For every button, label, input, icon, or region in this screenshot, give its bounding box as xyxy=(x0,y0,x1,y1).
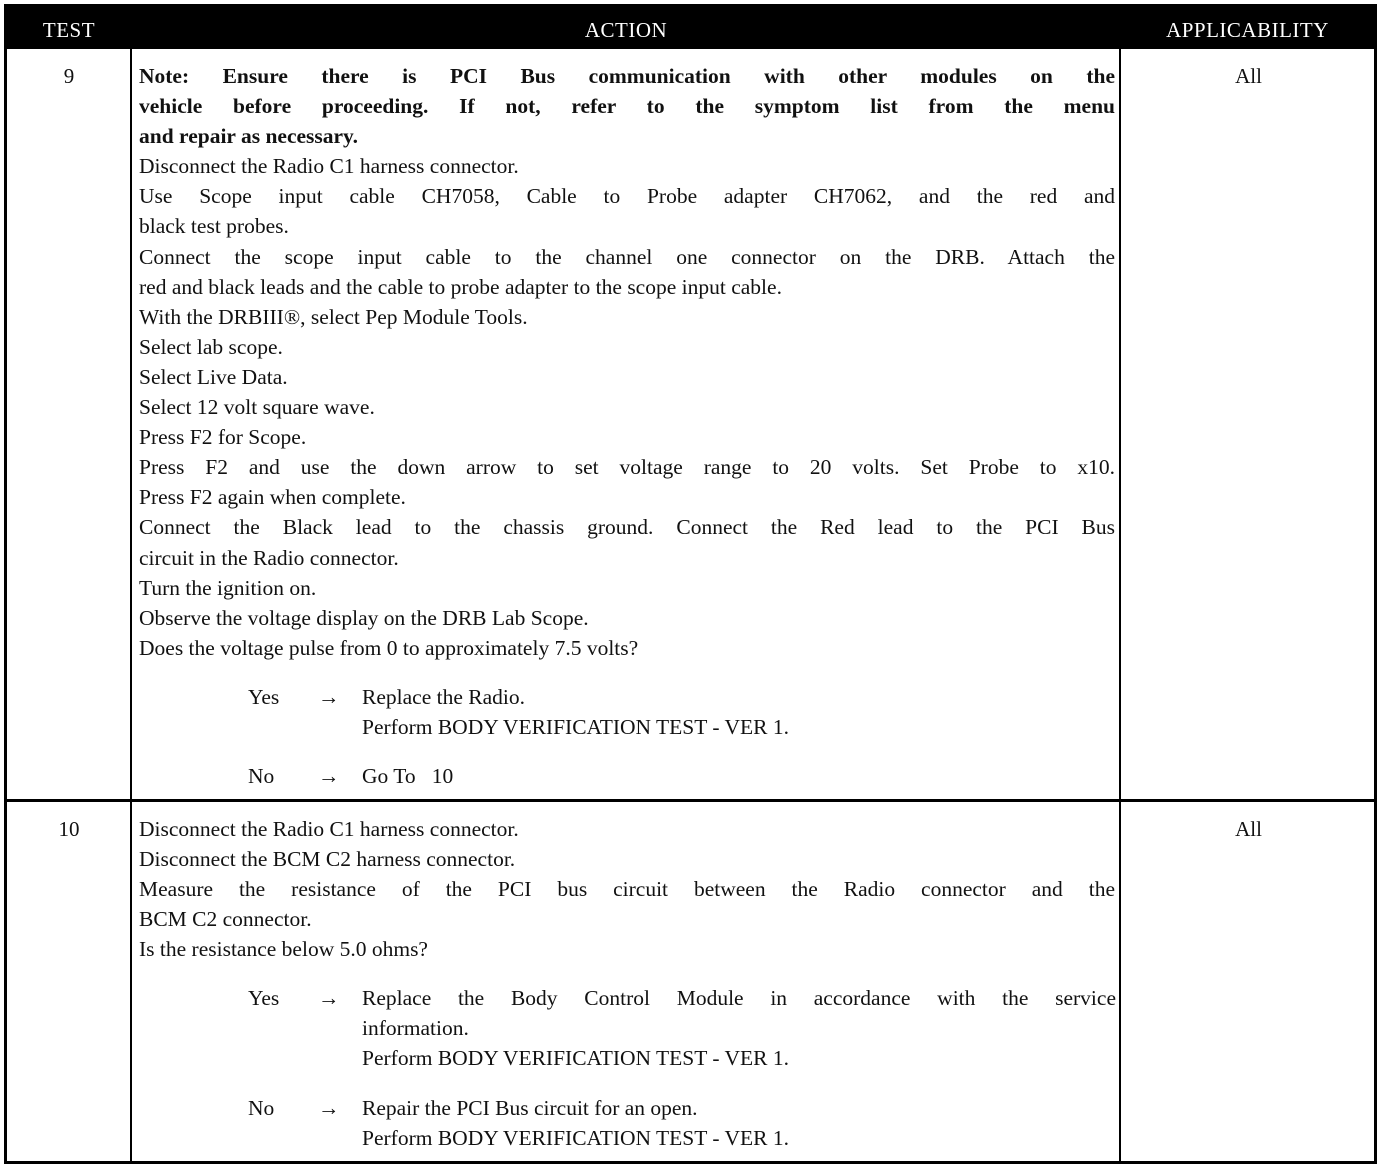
step-line: Connect the scope input cable to the channel one connector on the DRB. Attach the xyxy=(139,244,1115,269)
no-label: No xyxy=(248,764,275,788)
step-line: With the DRBIII®, select Pep Module Tools. xyxy=(139,304,528,329)
arrow-right-icon: → xyxy=(318,685,340,709)
step-line: Is the resistance below 5.0 ohms? xyxy=(139,937,428,962)
step-line: Press F2 again when complete. xyxy=(139,485,406,510)
step-line: Select 12 volt square wave. xyxy=(139,395,375,420)
step-line: circuit in the Radio connector. xyxy=(139,545,399,570)
note-line: Note: Ensure there is PCI Bus communication with other modules on the xyxy=(139,64,1115,88)
test-number: 9 xyxy=(63,64,75,88)
diagnostic-test-table xyxy=(4,4,1377,1164)
outcome-line: Perform BODY VERIFICATION TEST - VER 1. xyxy=(362,1126,790,1151)
arrow-right-icon: → xyxy=(318,764,340,788)
outcome-line: Go To 10 xyxy=(362,764,454,788)
arrow-right-icon: → xyxy=(318,986,340,1010)
outcome-line: Replace the Body Control Module in accordance with the service xyxy=(362,986,1116,1010)
step-line: black test probes. xyxy=(139,214,289,239)
yes-label: Yes xyxy=(248,685,280,709)
step-line: Disconnect the Radio C1 harness connector. xyxy=(139,154,519,179)
outcome-line: Perform BODY VERIFICATION TEST - VER 1. xyxy=(362,1046,790,1071)
step-line: Press F2 and use the down arrow to set voltage range to 20 volts. Set Probe to x10. xyxy=(139,455,1115,480)
no-outcome xyxy=(362,761,1116,791)
applicability-value: All xyxy=(1235,817,1262,841)
yes-label: Yes xyxy=(248,986,280,1010)
step-line: Turn the ignition on. xyxy=(139,575,317,600)
step-line: Connect the Black lead to the chassis ground. Connect the Red lead to the PCI Bus xyxy=(139,515,1115,540)
arrow-right-icon: → xyxy=(318,1096,340,1120)
step-line: Observe the voltage display on the DRB Lab Scope. xyxy=(139,605,589,630)
step-line: Select lab scope. xyxy=(139,334,283,359)
action-text xyxy=(139,61,1115,663)
column-divider xyxy=(1119,49,1121,1161)
step-line: Select Live Data. xyxy=(139,364,288,389)
no-outcome xyxy=(362,1093,1116,1153)
step-line: red and black leads and the cable to probe adapter to the scope input cable. xyxy=(139,274,782,299)
yes-outcome xyxy=(362,682,1116,742)
column-divider xyxy=(130,49,132,1161)
note-line: and repair as necessary. xyxy=(139,124,358,149)
step-line: Disconnect the BCM C2 harness connector. xyxy=(139,847,516,872)
no-label: No xyxy=(248,1096,275,1120)
applicability-value: All xyxy=(1235,64,1262,88)
step-line: Does the voltage pulse from 0 to approximately 7.5 volts? xyxy=(139,635,639,660)
outcome-line: information. xyxy=(362,1016,469,1041)
step-line: Measure the resistance of the PCI bus circuit between the Radio connector and the xyxy=(139,877,1115,902)
row-divider xyxy=(7,799,1374,802)
header-action: ACTION xyxy=(584,18,668,42)
step-line: Use Scope input cable CH7058, Cable to Probe adapter CH7062, and the red and xyxy=(139,184,1115,209)
step-line: Press F2 for Scope. xyxy=(139,425,307,450)
outcome-line: Replace the Radio. xyxy=(362,685,525,709)
action-text xyxy=(139,814,1115,964)
outcome-line: Perform BODY VERIFICATION TEST - VER 1. xyxy=(362,715,790,740)
outcome-line: Repair the PCI Bus circuit for an open. xyxy=(362,1096,698,1120)
yes-outcome xyxy=(362,983,1116,1073)
step-line: Disconnect the Radio C1 harness connector. xyxy=(139,817,519,841)
note-line: vehicle before proceeding. If not, refer to the symptom list from the menu xyxy=(139,94,1115,119)
table-header xyxy=(7,7,1374,49)
test-number: 10 xyxy=(58,817,80,841)
step-line: BCM C2 connector. xyxy=(139,907,312,932)
header-applicability: APPLICABILITY xyxy=(1166,18,1329,42)
header-test: TEST xyxy=(42,18,96,42)
